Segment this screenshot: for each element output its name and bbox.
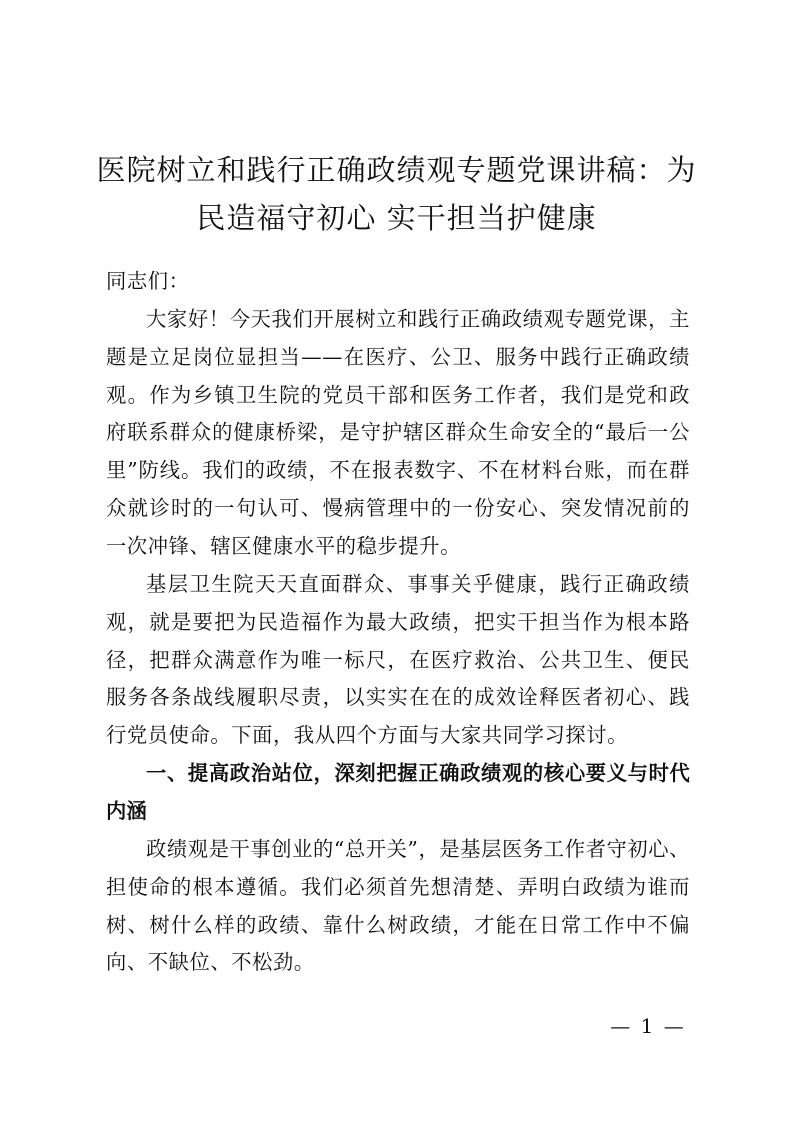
page-number: — 1 — [610,1014,686,1038]
section-paragraph: 政绩观是干事创业的“总开关”，是基层医务工作者守初心、担使命的根本遵循。我们必须首先想清楚、弄明白政绩为谁而树、树什么样的政绩、靠什么树政绩，才能在日常工作中不偏向、不缺位、不松劲。 [106,837,690,975]
paragraph-intro: 大家好！今天我们开展树立和践行正确政绩观专题党课，主题是立足岗位显担当——在医疗、公卫、服务中践行正确政绩观。作为乡镇卫生院的党员干部和医务工作者，我们是党和政府联系群众的健康桥梁，是守护辖区群众生命安全的“最后一公里”防线。我们的政绩，不在报表数字、不在材料台账，而在群众就诊时的一句认可、慢病管理中的一份安心、突发情况前的一次冲锋、辖区健康水平的稳步提升。 [106,307,690,558]
paragraph-overview: 基层卫生院天天直面群众、事事关乎健康，践行正确政绩观，就是要把为民造福作为最大政绩，把实干担当作为根本路径，把群众满意作为唯一标尺，在医疗救治、公共卫生、便民服务各条战线履职尽责，以实实在在的成效诠释医者初心、践行党员使命。下面，我从四个方面与大家共同学习探讨。 [106,572,690,748]
section-heading: 一、提高政治站位，深刻把握正确政绩观的核心要义与时代内涵 [106,761,690,823]
salutation: 同志们： [106,269,190,293]
document-title-line-1: 医院树立和践行正确政绩观专题党课讲稿：为 [96,153,697,187]
document-title-line-2: 民造福守初心 实干担当护健康 [196,201,597,235]
